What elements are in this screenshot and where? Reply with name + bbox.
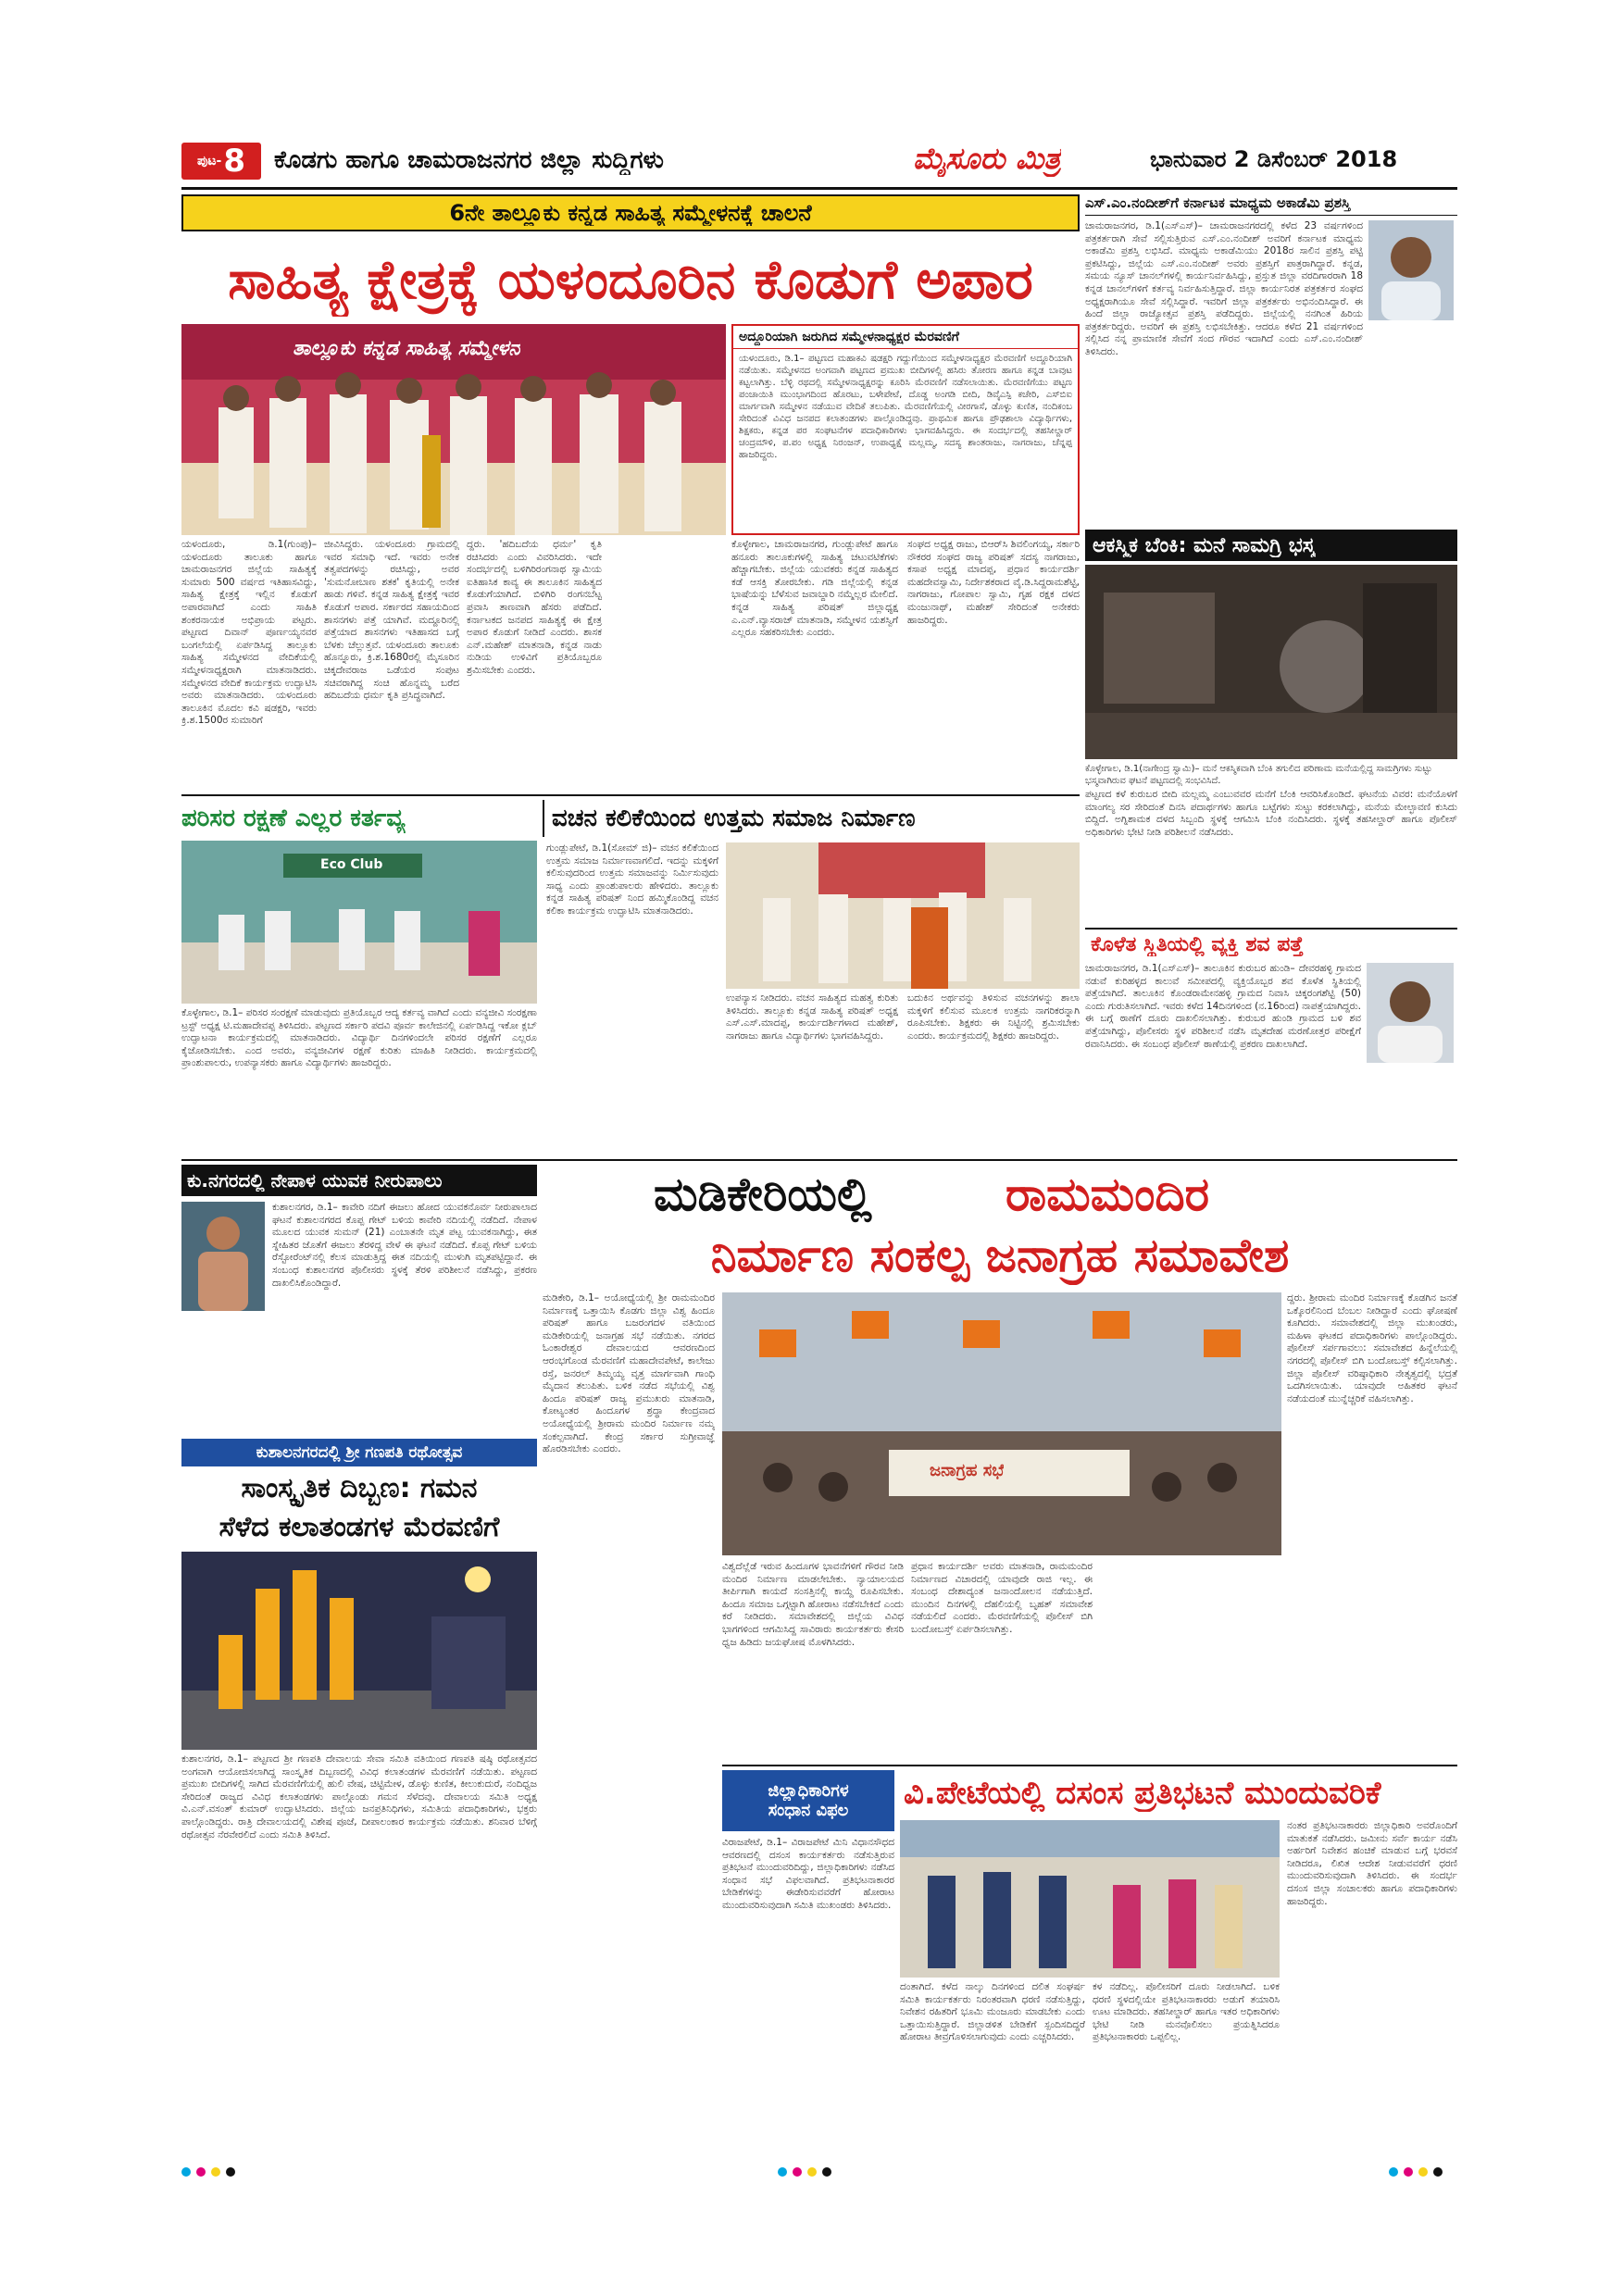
lead-body-col2: ಜೀವಿಸಿದ್ದರು. ಯಳಂದೂರು ಗ್ರಾಮದಲ್ಲಿ ಇವರ ಸಮಾಧಿ ಇದೆ. ಇವರು ಅನೇಕ ತತ್ವಪದಗಳನ್ನು ರಚಿಸಿದ್ದು, ಅವರ 'ಸುಮನೋಬಾಣ ಶತಕ' ಕೃತಿಯಲ್ಲಿ ಅನೇಕ ಹಾಡು ಗಳಿವೆ. ಕನ್ನಡ ಸಾಹಿತ್ಯ ಕ್ಷೇತ್ರಕ್ಕೆ ಇವರ ಕೊಡುಗೆ ಅಪಾರ. ಸರ್ಕಾರದ ಸಹಾಯದಿಂದ ಶಾಸನಗಳು ಪತ್ತೆ ಯಾಗಿವೆ. ಮದ್ದೂರಿನಲ್ಲಿ ಪತ್ತೆಯಾದ ಶಾಸನಗಳು ಇತಿಹಾಸದ ಬಗ್ಗೆ ಬೆಳಕು ಚೆಲ್ಲುತ್ತವೆ. ಯಳಂದೂರು ತಾಲೂಕು ಹೊನ್ನೂರು, ಕ್ರಿ.ಶ.1680ರಲ್ಲಿ ಮೈಸೂರಿನ ಚಿಕ್ಕದೇವರಾಜ ಒಡೆಯರ ಸಂಪುಟ ಸಚಿವರಾಗಿದ್ದ ಸಂಚಿ ಹೊನ್ನಮ್ಮ ಬರೆದ ಹದಿಬದೆಯ ಧರ್ಮ ಕೃತಿ ಪ್ರಸಿದ್ಧವಾಗಿದೆ. [324, 539, 459, 702]
body-found-portrait [1367, 963, 1454, 1063]
rally-headline-area [543, 1165, 1457, 1287]
protest-body2: ಕಳ ನಡೆದಿಲ್ಲ. ಪೊಲೀಸರಿಗೆ ದೂರು ನೀಡಲಾಗಿದೆ. ಬಳಿಕ ಧರಣಿ ಸ್ಥಳದಲ್ಲಿಯೇ ಪ್ರತಿಭಟನಾಕಾರರು ಅಡುಗೆ ತಯಾರಿಸಿ ಊಟ ಮಾಡಿದರು. ತಹಸೀಲ್ದಾರ್ ಹಾಗೂ ಇತರ ಅಧಿಕಾರಿಗಳು ಭೇಟಿ ನೀಡಿ ಮನವೊಲಿಸಲು ಪ್ರಯತ್ನಿಸಿದರೂ ಪ್ರತಿಭಟನಾಕಾರರು ಒಪ್ಪಲಿಲ್ಲ. [1093, 1981, 1280, 2043]
masthead [181, 139, 1457, 185]
vachana-headline: ವಚನ ಕಲಿಕೆಯಿಂದ ಉತ್ತಮ ಸಮಾಜ ನಿರ್ಮಾಣ [552, 804, 916, 832]
protest-body1: ದಂತಾಗಿದೆ. ಕಳೆದ ನಾಲ್ಕು ದಿನಗಳಿಂದ ದಲಿತ ಸಂಘರ್ಷ ಸಮಿತಿ ಕಾರ್ಯಕರ್ತರು ನಿರಂತರವಾಗಿ ಧರಣಿ ನಡೆಸುತ್ತಿದ್ದು, ನಿವೇಶನ ರಹಿತರಿಗೆ ಭೂಮಿ ಮಂಜೂರು ಮಾಡಬೇಕು ಎಂದು ಒತ್ತಾಯಿಸುತ್ತಿದ್ದಾರೆ. ಜಿಲ್ಲಾಡಳಿತ ಬೇಡಿಕೆಗೆ ಸ್ಪಂದಿಸದಿದ್ದರೆ ಹೋರಾಟ ತೀವ್ರಗೊಳಿಸಲಾಗುವುದು ಎಂದು ಎಚ್ಚರಿಸಿದರು. [900, 1981, 1085, 2043]
environment-headline: ಪರಿಸರ ರಕ್ಷಣೆ ಎಲ್ಲರ ಕರ್ತವ್ಯ [181, 804, 406, 832]
masthead-rule [181, 187, 1457, 190]
lead-headline: ಸಾಹಿತ್ಯ ಕ್ಷೇತ್ರಕ್ಕೆ ಯಳಂದೂರಿನ ಕೊಡುಗೆ ಅಪಾರ [228, 248, 1033, 311]
environment-photo [181, 841, 537, 1004]
rally-body4: ದ್ದರು. ಶ್ರೀರಾಮ ಮಂದಿರ ನಿರ್ಮಾಣಕ್ಕೆ ಕೊಡಗಿನ ಜನತೆ ಒಕ್ಕೊರಲಿನಿಂದ ಬೆಂಬಲ ನೀಡಿದ್ದಾರೆ ಎಂದು ಘೋಷಣೆ ಕೂಗಿದರು. ಸಮಾವೇಶದಲ್ಲಿ ಜಿಲ್ಲಾ ಮುಖಂಡರು, ಮಹಿಳಾ ಘಟಕದ ಪದಾಧಿಕಾರಿಗಳು ಪಾಲ್ಗೊಂಡಿದ್ದರು. ಪೊಲೀಸ್ ಸರ್ಪಗಾವಲು: ಸಮಾವೇಶದ ಹಿನ್ನೆಲೆಯಲ್ಲಿ ನಗರದಲ್ಲಿ ಪೊಲೀಸ್ ಬಿಗಿ ಬಂದೋಬಸ್ತ್ ಕಲ್ಪಿಸಲಾಗಿತ್ತು. ಜಿಲ್ಲಾ ಪೊಲೀಸ್ ವರಿಷ್ಠಾಧಿಕಾರಿ ನೇತೃತ್ವದಲ್ಲಿ ಭದ್ರತೆ ಒದಗಿಸಲಾಯಿತು. ಯಾವುದೇ ಅಹಿತಕರ ಘಟನೆ ನಡೆಯದಂತೆ ಮುನ್ನೆಚ್ಚರಿಕೆ ವಹಿಸಲಾಗಿತ್ತು. [1287, 1292, 1457, 1404]
body-found-headline-band [1085, 928, 1457, 959]
nepali-headline: ಕು.ನಗರದಲ್ಲಿ ನೇಪಾಳ ಯುವಕ ನೀರುಪಾಲು [187, 1169, 443, 1192]
paper-logo: ಮೈಸೂರು ಮಿತ್ರ [913, 141, 1061, 176]
fire-photo [1085, 565, 1457, 759]
award-portrait [1368, 220, 1454, 320]
environment-photo-banner: Eco Club [320, 857, 383, 872]
row4-rule [722, 1765, 1457, 1766]
fire-headline: ಆಕಸ್ಮಿಕ ಬೆಂಕಿ: ಮನೆ ಸಾಮಗ್ರಿ ಭಸ್ಮ [1093, 533, 1317, 557]
rally-headline-2: ನಿರ್ಮಾಣ ಸಂಕಲ್ಪ ಜನಾಗ್ರಹ ಸಮಾವೇಶ [710, 1229, 1290, 1282]
rally-photo-banner: ಜನಾಗ್ರಹ ಸಭೆ [930, 1461, 1005, 1480]
vachana-body1: ಗುಂಡ್ಲುಪೇಟೆ, ಡಿ.1(ಸೋಮ್ ಜಿ)– ವಚನ ಕಲಿಕೆಯಿಂದ ಉತ್ತಮ ಸಮಾಜ ನಿರ್ಮಾಣವಾಗಲಿದೆ. ಇದನ್ನು ಮಕ್ಕಳಿಗೆ ಕಲಿಸುವುದರಿಂದ ಉತ್ತಮ ಸಮಾಜವನ್ನು ನಿರ್ಮಿಸುವುದು ಸಾಧ್ಯ ಎಂದು ಪ್ರಾಂಶುಪಾಲರು ಹೇಳಿದರು. ತಾಲ್ಲೂಕು ಕನ್ನಡ ಸಾಹಿತ್ಯ ಪರಿಷತ್ ನಿಂದ ಹಮ್ಮಿಕೊಂಡಿದ್ದ ವಚನ ಕಲಿಕಾ ಕಾರ್ಯಕ್ರಮ ಉದ್ಘಾಟಿಸಿ ಮಾತನಾಡಿದರು. [546, 842, 718, 917]
lead-body-col1: ಯಳಂದೂರು, ಡಿ.1(ಗುಂಪು)– ಯಳಂದೂರು ತಾಲೂಕು ಹಾಗೂ ಚಾಮರಾಜನಗರ ಜಿಲ್ಲೆಯ ಸಾಹಿತ್ಯಕ್ಕೆ ಸುಮಾರು 500 ವರ್ಷದ ಇತಿಹಾಸವಿದ್ದು, ಸಾಹಿತ್ಯ ಕ್ಷೇತ್ರಕ್ಕೆ ಇಲ್ಲಿನ ಕೊಡುಗೆ ಅಪಾರವಾಗಿದೆ ಎಂದು ಸಾಹಿತಿ ಶಂಕರನಾಯಕ ಅಭಿಪ್ರಾಯ ಪಟ್ಟರು. ಪಟ್ಟಣದ ದಿವಾನ್ ಪೂರ್ಣಯ್ಯನವರ ಬಂಗಲೆಯಲ್ಲಿ ಏರ್ಪಡಿಸಿದ್ದ ತಾಲ್ಲೂಕು ಸಾಹಿತ್ಯ ಸಮ್ಮೇಳನದ ವೇದಿಕೆಯಲ್ಲಿ ಸಮ್ಮೇಳನಾಧ್ಯಕ್ಷರಾಗಿ ಮಾತನಾಡಿದರು. ಸಮ್ಮೇಳನದ ವೇದಿಕೆ ಕಾರ್ಯಕ್ರಮ ಉದ್ಘಾಟಿಸಿ ಅವರು ಮಾತನಾಡಿದರು. ಯಳಂದೂರು ತಾಲೂಕಿನ ಮೊದಲ ಕವಿ ಷಡಕ್ಷರಿ, ಇವರು ಕ್ರಿ.ಶ.1500ರ ಸುಮಾರಿಗೆ [181, 539, 317, 727]
page-number-box [181, 143, 261, 180]
section-title: ಕೊಡಗು ಹಾಗೂ ಚಾಮರಾಜನಗರ ಜಿಲ್ಲಾ ಸುದ್ದಿಗಳು [274, 146, 664, 174]
award-body: ಚಾಮರಾಜನಗರ, ಡಿ.1(ಎಸ್‌ಎಸ್)– ಚಾಮರಾಜನಗರದಲ್ಲಿ ಕಳೆದ 23 ವರ್ಷಗಳಿಂದ ಪತ್ರಕರ್ತರಾಗಿ ಸೇವೆ ಸಲ್ಲಿಸುತ್ತಿರುವ ಎಸ್.ಎಂ.ನಂದೀಶ್ ಅವರಿಗೆ ಕರ್ನಾಟಕ ಮಾಧ್ಯಮ ಅಕಾಡೆಮಿ ಪ್ರಶಸ್ತಿ ಲಭಿಸಿದೆ. ಮಾಧ್ಯಮ ಅಕಾಡೆಮಿಯು 2018ರ ಸಾಲಿನ ಪ್ರಶಸ್ತಿ ಪಟ್ಟಿ ಪ್ರಕಟಿಸಿದ್ದು, ಜಿಲ್ಲೆಯ ಎಸ್.ಎಂ.ನಂದೀಶ್ ಅವರು ಪ್ರಶಸ್ತಿಗೆ ಪಾತ್ರರಾಗಿದ್ದಾರೆ. ಕನ್ನಡ, ಸಮಯ ನ್ಯೂಸ್ ಚಾನಲ್‌ಗಳಲ್ಲಿ ಕಾರ್ಯನಿರ್ವಹಿಸಿದ್ದು, ಪ್ರಸ್ತುತ ಜಿಲ್ಲಾ ವರದಿಗಾರರಾಗಿ 18 ಕನ್ನಡ ಚಾನಲ್‌ಗಳಿಗೆ ಕರ್ತವ್ಯ ನಿರ್ವಹಿಸುತ್ತಿದ್ದಾರೆ. ಜಿಲ್ಲಾ ಕಾರ್ಯನಿರತ ಪತ್ರಕರ್ತರ ಸಂಘದ ಅಧ್ಯಕ್ಷರಾಗಿಯೂ ಸೇವೆ ಸಲ್ಲಿಸಿದ್ದಾರೆ. ಇವರಿಗೆ ಜಿಲ್ಲಾ ಪತ್ರಕರ್ತರು ಅಭಿನಂದಿಸಿದ್ದಾರೆ. ಈ ಹಿಂದೆ ಜಿಲ್ಲಾ ರಾಜ್ಯೋತ್ಸವ ಪ್ರಶಸ್ತಿ ಪಡೆದಿದ್ದರು. ಜಿಲ್ಲೆಯಲ್ಲಿ ನನಗಿಂತ ಹಿರಿಯ ಪತ್ರಕರ್ತರಿದ್ದರು. ಅವರಿಗೆ ಈ ಪ್ರಶಸ್ತಿ ಲಭಿಸಬೇಕಿತ್ತು. ಆದರೂ ಕಳೆದ 21 ವರ್ಷಗಳಿಂದ ಸಲ್ಲಿಸಿದ ನನ್ನ ಪ್ರಾಮಾಣಿಕ ಸೇವೆಗೆ ಸಂದ ಗೌರವ ಇದಾಗಿದೆ ಎಂದು ಎಸ್.ಎಂ.ನಂದೀಶ್ ತಿಳಿಸಿದರು. [1085, 220, 1363, 357]
protest-body3: ನಂತರ ಪ್ರತಿಭಟನಾಕಾರರು ಜಿಲ್ಲಾಧಿಕಾರಿ ಅವರೊಂದಿಗೆ ಮಾತುಕತೆ ನಡೆಸಿದರು. ಜಮೀನು ಸರ್ವೆ ಕಾರ್ಯ ನಡೆಸಿ ಅರ್ಹರಿಗೆ ನಿವೇಶನ ಹಂಚಿಕೆ ಮಾಡುವ ಬಗ್ಗೆ ಭರವಸೆ ನೀಡಿದರೂ, ಲಿಖಿತ ಆದೇಶ ನೀಡುವವರೆಗೆ ಧರಣಿ ಮುಂದುವರಿಸುವುದಾಗಿ ತಿಳಿಸಿದರು. ಈ ಸಂದರ್ಭ ದಸಂಸ ಜಿಲ್ಲಾ ಸಂಚಾಲಕರು ಹಾಗೂ ಪದಾಧಿಕಾರಿಗಳು ಹಾಜರಿದ್ದರು. [1287, 1820, 1457, 1907]
award-story [1085, 194, 1457, 528]
ganapathi-photo [181, 1552, 537, 1750]
fire-body: ಪಟ್ಟಣದ ಕಳೆ ಕುರುಬರ ಬೀದಿ ಮಲ್ಲಮ್ಮ ಎಂಬುವವರ ಮನೆಗೆ ಬೆಂಕಿ ಆವರಿಸಿಕೊಂಡಿದೆ. ಘಟನೆಯ ವಿವರ: ಮನೆಯೊಳಗೆ ಮಾಂಗಲ್ಯ ಸರ ಸೇರಿದಂತೆ ದಿನಸಿ ಪದಾರ್ಥಗಳು ಹಾಗೂ ಬಟ್ಟೆಗಳು ಸುಟ್ಟು ಕರಕಲಾಗಿದ್ದು, ಮನೆಯ ಮೇಲ್ಛಾವಣಿ ಕುಸಿದು ಬಿದ್ದಿದೆ. ಅಗ್ನಿಶಾಮಕ ದಳದ ಸಿಬ್ಬಂದಿ ಸ್ಥಳಕ್ಕೆ ಆಗಮಿಸಿ ಬೆಂಕಿ ನಂದಿಸಿದರು. ಸ್ಥಳಕ್ಕೆ ತಹಸೀಲ್ದಾರ್ ಹಾಗೂ ಪೊಲೀಸ್ ಅಧಿಕಾರಿಗಳು ಭೇಟಿ ನೀಡಿ ಪರಿಶೀಲನೆ ನಡೆಸಿದರು. [1085, 789, 1457, 838]
vachana-photo [726, 842, 1080, 989]
ganapathi-kicker: ಕುಶಾಲನಗರದಲ್ಲಿ ಶ್ರೀ ಗಣಪತಿ ರಥೋತ್ಸವ [256, 1443, 463, 1462]
lead-photo-banner: ತಾಲ್ಲೂಕು ಕನ್ನಡ ಸಾಹಿತ್ಯ ಸಮ್ಮೇಳನ [293, 337, 520, 360]
rally-headline-1: ಮಡಿಕೇರಿಯಲ್ಲಿ [654, 1167, 872, 1221]
issue-date: ಭಾನುವಾರ 2 ಡಿಸೆಂಬರ್ 2018 [1150, 146, 1398, 172]
page-prefix: ಪುಟ- [196, 154, 222, 168]
rally-body4b [1100, 1561, 1281, 1759]
lead-body-col3: ದ್ದರು. 'ಹದಿಬದೆಯ ಧರ್ಮ' ಕೃತಿ ರಚಿಸಿದರು ಎಂದು ವಿವರಿಸಿದರು. ಇದೇ ಸಂದರ್ಭದಲ್ಲಿ ಬಳಿಗಿರಿರಂಗನಾಥ ಸ್ವಾಮಿಯ ಐತಿಹಾಸಿಕ ಕಾವ್ಯ ಈ ತಾಲೂಕಿನ ಸಾಹಿತ್ಯದ ಕೊಡುಗೆಯಾಗಿದೆ. ಬಿಳಿಗಿರಿ ರಂಗನಬೆಟ್ಟ ಪ್ರವಾಸಿ ತಾಣವಾಗಿ ಹೆಸರು ಪಡೆದಿದೆ. ಕರ್ನಾಟಕದ ಜನಪದ ಸಾಹಿತ್ಯಕ್ಕೆ ಈ ಕ್ಷೇತ್ರ ಅಪಾರ ಕೊಡುಗೆ ನೀಡಿದೆ ಎಂದರು. ಶಾಸಕ ಎನ್.ಮಹೇಶ್ ಮಾತನಾಡಿ, ಕನ್ನಡ ನಾಡು ನುಡಿಯ ಉಳಿವಿಗೆ ಪ್ರತಿಯೊಬ್ಬರೂ ಶ್ರಮಿಸಬೇಕು ಎಂದರು. [467, 539, 602, 676]
protest-headline-band [900, 1770, 1457, 1816]
ganapathi-kicker-band [181, 1439, 537, 1466]
registration-marks-center [778, 2163, 837, 2180]
rally-headline-1b: ರಾಮಮಂದಿರ [1006, 1167, 1210, 1221]
fire-caption: ಕೊಳ್ಳೇಗಾಲ, ಡಿ.1(ನಾಗೇಂದ್ರ ಸ್ವಾಮಿ)– ಮನೆ ಆಕಸ್ಮಿಕವಾಗಿ ಬೆಂಕಿ ತಗುಲಿದ ಪರಿಣಾಮ ಮನೆಯಲ್ಲಿದ್ದ ಸಾಮಗ್ರಿಗಳು ಸುಟ್ಟು ಭಸ್ಮವಾಗಿರುವ ಘಟನೆ ಪಟ್ಟಣದಲ್ಲಿ ಸಂಭವಿಸಿದೆ. [1085, 764, 1432, 786]
ganapathi-headline-1: ಸಾಂಸ್ಕೃತಿಕ ದಿಬ್ಬಣ: ಗಮನ [241, 1472, 478, 1504]
lead-photo [181, 324, 726, 535]
procession-box [731, 324, 1080, 535]
vachana-body3: ಬದುಕಿನ ಅರ್ಥವನ್ನು ತಿಳಿಸುವ ವಚನಗಳನ್ನು ಶಾಲಾ ಮಕ್ಕಳಿಗೆ ಕಲಿಸುವ ಮೂಲಕ ಉತ್ತಮ ನಾಗರಿಕರನ್ನಾಗಿ ರೂಪಿಸಬೇಕು. ಶಿಕ್ಷಕರು ಈ ನಿಟ್ಟಿನಲ್ಲಿ ಶ್ರಮಿಸಬೇಕು ಎಂದರು. ಕಾರ್ಯಕ್ರಮದಲ್ಲಿ ಶಿಕ್ಷಕರು ಹಾಜರಿದ್ದರು. [907, 992, 1080, 1042]
award-headline: ಎಸ್.ಎಂ.ನಂದೀಶ್‌ಗೆ ಕರ್ನಾಟಕ ಮಾಧ್ಯಮ ಅಕಾಡೆಮಿ ಪ್ರಶಸ್ತಿ [1085, 194, 1457, 216]
dc-talks-headline-1: ಜಿಲ್ಲಾಧಿಕಾರಿಗಳ [768, 1781, 849, 1801]
dc-talks-box [722, 1770, 894, 1831]
lead-kicker: 6ನೇ ತಾಲ್ಲೂಕು ಕನ್ನಡ ಸಾಹಿತ್ಯ ಸಮ್ಮೇಳನಕ್ಕೆ ಚಾಲನೆ [449, 200, 812, 226]
environment-headline-band [181, 800, 533, 837]
lead-body-col5: ಸಂಘದ ಅಧ್ಯಕ್ಷ ರಾಜು, ಬಿಆರ್‌ಸಿ ಶಿವಲಿಂಗಯ್ಯ, ಸರ್ಕಾರಿ ನೌಕರರ ಸಂಘದ ರಾಜ್ಯ ಪರಿಷತ್ ಸದಸ್ಯ ನಾಗರಾಜು, ಕಸಾಪ ಅಧ್ಯಕ್ಷ ಮಾದಪ್ಪ, ಪ್ರಧಾನ ಕಾರ್ಯದರ್ಶಿ ಮಹದೇವಸ್ವಾಮಿ, ನಿರ್ದೇಶಕರಾದ ವೈ.ಡಿ.ಸಿದ್ದರಾಮಶೆಟ್ಟಿ, ನಾಗರಾಜು, ಗೋಪಾಲ ಸ್ವಾಮಿ, ಗೃಹ ರಕ್ಷಕ ದಳದ ಮಂಜುನಾಥ್, ಮಹೇಶ್ ಸೇರಿದಂತೆ ಅನೇಕರು ಹಾಜರಿದ್ದರು. [907, 539, 1080, 626]
vachana-headline-band [543, 800, 1080, 837]
rally-body3: ಪ್ರಧಾನ ಕಾರ್ಯದರ್ಶಿ ಅವರು ಮಾತನಾಡಿ, ರಾಮಮಂದಿರ ನಿರ್ಮಾಣದ ವಿಚಾರದಲ್ಲಿ ಯಾವುದೇ ರಾಜಿ ಇಲ್ಲ. ಈ ಸಂಬಂಧ ದೇಶಾದ್ಯಂತ ಜನಾಂದೋಲನ ನಡೆಯುತ್ತಿದೆ. ಮುಂದಿನ ದಿನಗಳಲ್ಲಿ ದೆಹಲಿಯಲ್ಲಿ ಬೃಹತ್ ಸಮಾವೇಶ ನಡೆಯಲಿದೆ ಎಂದರು. ಮೆರವಣಿಗೆಯಲ್ಲಿ ಪೊಲೀಸ್ ಬಿಗಿ ಬಂದೋಬಸ್ತ್ ಏರ್ಪಡಿಸಲಾಗಿತ್ತು. [911, 1561, 1093, 1635]
ganapathi-body: ಕುಶಾಲನಗರ, ಡಿ.1– ಪಟ್ಟಣದ ಶ್ರೀ ಗಣಪತಿ ದೇವಾಲಯ ಸೇವಾ ಸಮಿತಿ ವತಿಯಿಂದ ಗಣಪತಿ ಷಷ್ಠಿ ರಥೋತ್ಸವದ ಅಂಗವಾಗಿ ಆಯೋಜಿಸಲಾಗಿದ್ದ ಸಾಂಸ್ಕೃತಿಕ ದಿಬ್ಬಣದಲ್ಲಿ ವಿವಿಧ ಕಲಾತಂಡಗಳ ಮೆರವಣಿಗೆ ನಡೆಯಿತು. ಪಟ್ಟಣದ ಪ್ರಮುಖ ಬೀದಿಗಳಲ್ಲಿ ಸಾಗಿದ ಮೆರವಣಿಗೆಯಲ್ಲಿ ಹುಲಿ ವೇಷ, ಚಿಟ್ಟಿಮೇಳ, ಡೊಳ್ಳು ಕುಣಿತ, ಕೀಲುಕುದುರೆ, ನಂದಿಧ್ವಜ ಸೇರಿದಂತೆ ರಾಜ್ಯದ ವಿವಿಧ ಕಲಾತಂಡಗಳು ಪಾಲ್ಗೊಂಡು ಗಮನ ಸೆಳೆದವು. ದೇವಾಲಯ ಸಮಿತಿ ಅಧ್ಯಕ್ಷ ವಿ.ಎನ್.ವಸಂತ್ ಕುಮಾರ್ ಉದ್ಘಾಟಿಸಿದರು. ಜಿಲ್ಲೆಯ ಜನಪ್ರತಿನಿಧಿಗಳು, ಸಮಿತಿಯ ಪದಾಧಿಕಾರಿಗಳು, ಭಕ್ತರು ಪಾಲ್ಗೊಂಡಿದ್ದರು. ರಾತ್ರಿ ದೇವಾಲಯದಲ್ಲಿ ವಿಶೇಷ ಪೂಜೆ, ದೀಪಾಲಂಕಾರ ಕಾರ್ಯಕ್ರಮ ನಡೆಯಿತು. ಶನಿವಾರ ಬೆಳಿಗ್ಗೆ ರಥೋತ್ಸವ ನೆರವೇರಲಿದೆ ಎಂದು ಸಮಿತಿ ತಿಳಿಸಿದೆ. [181, 1753, 537, 1841]
nepali-headline-band [181, 1165, 537, 1196]
vachana-body2: ಉಪನ್ಯಾಸ ನೀಡಿದರು. ವಚನ ಸಾಹಿತ್ಯದ ಮಹತ್ವ ಕುರಿತು ತಿಳಿಸಿದರು. ತಾಲ್ಲೂಕು ಕನ್ನಡ ಸಾಹಿತ್ಯ ಪರಿಷತ್ ಅಧ್ಯಕ್ಷ ಎಸ್.ಎಸ್.ಮಾದಪ್ಪ, ಕಾರ್ಯದರ್ಶಿಗಳಾದ ಮಹೇಶ್, ನಾಗರಾಜು ಹಾಗೂ ವಿದ್ಯಾರ್ಥಿಗಳು ಭಾಗವಹಿಸಿದ್ದರು. [726, 992, 898, 1042]
rally-body1: ಮಡಿಕೇರಿ, ಡಿ.1– ಅಯೋಧ್ಯೆಯಲ್ಲಿ ಶ್ರೀ ರಾಮಮಂದಿರ ನಿರ್ಮಾಣಕ್ಕೆ ಒತ್ತಾಯಿಸಿ ಕೊಡಗು ಜಿಲ್ಲಾ ವಿಶ್ವ ಹಿಂದೂ ಪರಿಷತ್ ಹಾಗೂ ಬಜರಂಗದಳ ವತಿಯಿಂದ ಮಡಿಕೇರಿಯಲ್ಲಿ ಜನಾಗ್ರಹ ಸಭೆ ನಡೆಯಿತು. ನಗರದ ಓಂಕಾರೇಶ್ವರ ದೇವಾಲಯದ ಆವರಣದಿಂದ ಆರಂಭಗೊಂಡ ಮೆರವಣಿಗೆ ಮಹಾದೇವಪೇಟೆ, ಕಾಲೇಜು ರಸ್ತೆ, ಜನರಲ್ ತಿಮ್ಮಯ್ಯ ವೃತ್ತ ಮಾರ್ಗವಾಗಿ ಗಾಂಧಿ ಮೈದಾನ ತಲುಪಿತು. ಬಳಿಕ ನಡೆದ ಸಭೆಯಲ್ಲಿ ವಿಶ್ವ ಹಿಂದೂ ಪರಿಷತ್ ರಾಜ್ಯ ಪ್ರಮುಖರು ಮಾತನಾಡಿ, ಕೋಟ್ಯಂತರ ಹಿಂದೂಗಳ ಶ್ರದ್ಧಾ ಕೇಂದ್ರವಾದ ಅಯೋಧ್ಯೆಯಲ್ಲಿ ಶ್ರೀರಾಮ ಮಂದಿರ ನಿರ್ಮಾಣ ನಮ್ಮ ಸಂಕಲ್ಪವಾಗಿದೆ. ಕೇಂದ್ರ ಸರ್ಕಾರ ಸುಗ್ರೀವಾಜ್ಞೆ ಹೊರಡಿಸಬೇಕು ಎಂದರು. [543, 1292, 715, 1455]
protest-headline: ವಿ.ಪೇಟೆಯಲ್ಲಿ ದಸಂಸ ಪ್ರತಿಭಟನೆ ಮುಂದುವರಿಕೆ [904, 1775, 1381, 1812]
dc-talks-body: ವಿರಾಜಪೇಟೆ, ಡಿ.1– ವಿರಾಜಪೇಟೆ ಮಿನಿ ವಿಧಾನಸೌಧದ ಆವರಣದಲ್ಲಿ ದಸಂಸ ಕಾರ್ಯಕರ್ತರು ನಡೆಸುತ್ತಿರುವ ಪ್ರತಿಭಟನೆ ಮುಂದುವರಿದಿದ್ದು, ಜಿಲ್ಲಾಧಿಕಾರಿಗಳು ನಡೆಸಿದ ಸಂಧಾನ ಸಭೆ ವಿಫಲವಾಗಿದೆ. ಪ್ರತಿಭಟನಾಕಾರರ ಬೇಡಿಕೆಗಳನ್ನು ಈಡೇರಿಸುವವರೆಗೆ ಹೋರಾಟ ಮುಂದುವರಿಸುವುದಾಗಿ ಸಮಿತಿ ಮುಖಂಡರು ತಿಳಿಸಿದರು. [722, 1837, 894, 1911]
ganapathi-headline-2: ಸೆಳೆದ ಕಲಾತಂಡಗಳ ಮೆರವಣಿಗೆ [219, 1511, 500, 1543]
lead-body-col4: ಕೊಳ್ಳೇಗಾಲ, ಚಾಮರಾಜನಗರ, ಗುಂಡ್ಲುಪೇಟೆ ಹಾಗೂ ಹನೂರು ತಾಲೂಕುಗಳಲ್ಲಿ ಸಾಹಿತ್ಯ ಚಟುವಟಿಕೆಗಳು ಹೆಚ್ಚಾಗಬೇಕು. ಜಿಲ್ಲೆಯ ಯುವಕರು ಕನ್ನಡ ಸಾಹಿತ್ಯದ ಕಡೆ ಆಸಕ್ತಿ ತೋರಬೇಕು. ಗಡಿ ಜಿಲ್ಲೆಯಲ್ಲಿ ಕನ್ನಡ ಭಾಷೆಯನ್ನು ಬೆಳೆಸುವ ಜವಾಬ್ದಾರಿ ನಮ್ಮೆಲ್ಲರ ಮೇಲಿದೆ. ಕನ್ನಡ ಸಾಹಿತ್ಯ ಪರಿಷತ್ ಜಿಲ್ಲಾಧ್ಯಕ್ಷ ಎ.ಎನ್.ವ್ಯಾಸರಾಜ್ ಮಾತನಾಡಿ, ಸಮ್ಮೇಳನ ಯಶಸ್ವಿಗೆ ಎಲ್ಲರೂ ಸಹಕರಿಸಬೇಕು ಎಂದರು. [731, 539, 898, 639]
page-number: 8 [223, 143, 246, 180]
rally-photo [722, 1292, 1281, 1555]
procession-headline: ಅದ್ದೂರಿಯಾಗಿ ಜರುಗಿದ ಸಮ್ಮೇಳನಾಧ್ಯಕ್ಷರ ಮೆರವಣಿಗೆ [733, 326, 1078, 349]
row3-rule [181, 1159, 1457, 1161]
procession-body: ಯಳಂದೂರು, ಡಿ.1– ಪಟ್ಟಣದ ಮಹಾಕವಿ ಷಡಕ್ಷರಿ ಗದ್ದುಗೆಯಿಂದ ಸಮ್ಮೇಳನಾಧ್ಯಕ್ಷರ ಮೆರವಣಿಗೆ ಅದ್ದೂರಿಯಾಗಿ ನಡೆಯಿತು. ಸಮ್ಮೇಳನದ ಅಂಗವಾಗಿ ಪಟ್ಟಣದ ಪ್ರಮುಖ ಬೀದಿಗಳಲ್ಲಿ ಹಸಿರು ತೋರಣ ಹಾಗೂ ಕನ್ನಡ ಬಾವುಟ ಕಟ್ಟಲಾಗಿತ್ತು. ಬೆಳ್ಳಿ ರಥದಲ್ಲಿ ಸಮ್ಮೇಳನಾಧ್ಯಕ್ಷರನ್ನು ಕೂರಿಸಿ ಮೆರವಣಿಗೆ ನಡೆಸಲಾಯಿತು. ಮೆರವಣಿಗೆಯು ಪಟ್ಟಣ ಪಂಚಾಯಿತಿ ಮುಂಭಾಗದಿಂದ ಹೊರಟು, ಬಳೇಪೇಟೆ, ದೊಡ್ಡ ಅಂಗಡಿ ಬೀದಿ, ಡಿವೈಎಸ್ಪಿ ಕಚೇರಿ, ಎಸ್‌ಬಿಐ ಮಾರ್ಗವಾಗಿ ಸಮ್ಮೇಳನ ನಡೆಯುವ ವೇದಿಕೆ ತಲುಪಿತು. ಮೆರವಣಿಗೆಯಲ್ಲಿ ವೀರಗಾಸೆ, ಡೊಳ್ಳು ಕುಣಿತ, ನಂದಿಕಂಬ ಸೇರಿದಂತೆ ವಿವಿಧ ಜನಪದ ಕಲಾತಂಡಗಳು ಪಾಲ್ಗೊಂಡಿದ್ದವು. ಪ್ರಾಥಮಿಕ ಹಾಗೂ ಪ್ರೌಢಶಾಲಾ ವಿದ್ಯಾರ್ಥಿಗಳು, ಶಿಕ್ಷಕರು, ಕನ್ನಡ ಪರ ಸಂಘಟನೆಗಳ ಪದಾಧಿಕಾರಿಗಳು ಭಾಗವಹಿಸಿದ್ದರು. ಈ ಸಂದರ್ಭದಲ್ಲಿ ತಹಸೀಲ್ದಾರ್ ಚಂದ್ರಮೌಳಿ, ಪ.ಪಂ ಅಧ್ಯಕ್ಷ ನಿರಂಜನ್, ಉಪಾಧ್ಯಕ್ಷೆ ಮಲ್ಲಮ್ಮ, ಸದಸ್ಯ ಶಾಂತರಾಜು, ನಾಗರಾಜು, ಚೆನ್ನಪ್ಪ ಹಾಜರಿದ್ದರು. [739, 354, 1072, 460]
dc-talks-headline-2: ಸಂಧಾನ ವಿಫಲ [768, 1801, 849, 1820]
environment-body: ಕೊಳ್ಳೇಗಾಲ, ಡಿ.1– ಪರಿಸರ ಸಂರಕ್ಷಣೆ ಮಾಡುವುದು ಪ್ರತಿಯೊಬ್ಬರ ಆದ್ಯ ಕರ್ತವ್ಯ ವಾಗಿದೆ ಎಂದು ವನ್ಯಜೀವಿ ಸಂರಕ್ಷಣಾ ಟ್ರಸ್ಟ್ ಅಧ್ಯಕ್ಷ ಟಿ.ಮಹಾದೇವಪ್ಪ ತಿಳಿಸಿದರು. ಪಟ್ಟಣದ ಸರ್ಕಾರಿ ಪದವಿ ಪೂರ್ವ ಕಾಲೇಜಿನಲ್ಲಿ ಏರ್ಪಡಿಸಿದ್ದ ಇಕೋ ಕ್ಲಬ್ ಉದ್ಘಾಟನಾ ಕಾರ್ಯಕ್ರಮದಲ್ಲಿ ಮಾತನಾಡಿದರು. ವಿದ್ಯಾರ್ಥಿ ದಿನಗಳಿಂದಲೇ ಪರಿಸರ ರಕ್ಷಣೆಗೆ ಎಲ್ಲರೂ ಕೈಜೋಡಿಸಬೇಕು. ಎಂದ ಅವರು, ವನ್ಯಜೀವಿಗಳ ರಕ್ಷಣೆ ಕುರಿತು ಮಾಹಿತಿ ನೀಡಿದರು. ಕಾರ್ಯಕ್ರಮದಲ್ಲಿ ಪ್ರಾಂಶುಪಾಲರು, ಉಪನ್ಯಾಸಕರು ಹಾಗೂ ವಿದ್ಯಾರ್ಥಿಗಳು ಹಾಜರಿದ್ದರು. [181, 1007, 537, 1069]
lead-kicker-band [181, 194, 1080, 231]
fire-headline-band [1085, 530, 1457, 561]
nepali-photo [181, 1202, 265, 1311]
registration-marks-right [1389, 2163, 1448, 2180]
body-found-body: ಚಾಮರಾಜನಗರ, ಡಿ.1(ಎಸ್‌ಎಸ್)– ತಾಲೂಕಿನ ಕುರುಬರ ಹುಂಡಿ– ದೇವರಹಳ್ಳಿ ಗ್ರಾಮದ ನಡುವೆ ಕುರಿಹಳ್ಳದ ಕಾಲುವೆ ಸಮೀಪದಲ್ಲಿ ವ್ಯಕ್ತಿಯೊಬ್ಬರ ಶವ ಕೊಳೆತ ಸ್ಥಿತಿಯಲ್ಲಿ ಪತ್ತೆಯಾಗಿದೆ. ತಾಲೂಕಿನ ಕೊಂಡರಾಮೇನಹಳ್ಳಿ ಗ್ರಾಮದ ನಿವಾಸಿ ಚಿಕ್ಕರಂಗಶೆಟ್ಟಿ (50) ಎಂದು ಗುರುತಿಸಲಾಗಿದೆ. ಇವರು ಕಳೆದ 14ದಿನಗಳಿಂದ (ನ.16ರಿಂದ) ನಾಪತ್ತೆಯಾಗಿದ್ದರು. ಈ ಬಗ್ಗೆ ಠಾಣೆಗೆ ದೂರು ದಾಖಲಿಸಲಾಗಿತ್ತು. ಕುರುಬರ ಹುಂಡಿ ಗ್ರಾಮದ ಬಳಿ ಶವ ಪತ್ತೆಯಾಗಿದ್ದು, ಪೊಲೀಸರು ಸ್ಥಳ ಪರಿಶೀಲನೆ ನಡೆಸಿ ಮೃತದೇಹ ಮರಣೋತ್ತರ ಪರೀಕ್ಷೆಗೆ ರವಾನಿಸಿದರು. ಈ ಸಂಬಂಧ ಪೊಲೀಸ್ ಠಾಣೆಯಲ್ಲಿ ಪ್ರಕರಣ ದಾಖಲಾಗಿದೆ. [1085, 963, 1361, 1050]
nepali-body: ಕುಶಾಲನಗರ, ಡಿ.1– ಕಾವೇರಿ ನದಿಗೆ ಈಜಲು ಹೋದ ಯುವಕನೊರ್ವ ನೀರುಪಾಲಾದ ಘಟನೆ ಕುಶಾಲನಗರದ ಕೊಪ್ಪ ಗೇಟ್ ಬಳಿಯ ಕಾವೇರಿ ನದಿಯಲ್ಲಿ ನಡೆದಿದೆ. ನೇಪಾಳ ಮೂಲದ ಯುವಕ ಸುಮನ್ (21) ಎಂಬಾತನೇ ಮೃತ ಪಟ್ಟ ಯುವಕನಾಗಿದ್ದು, ಈತ ಸ್ನೇಹಿತರ ಜೊತೆಗೆ ಈಜಲು ತೆರಳಿದ್ದ ವೇಳೆ ಈ ಘಟನೆ ನಡೆದಿದೆ. ಕೊಪ್ಪ ಗೇಟ್ ಬಳಿಯ ರೆಸ್ಟೋರೆಂಟ್‌ನಲ್ಲಿ ಕೆಲಸ ಮಾಡುತ್ತಿದ್ದ ಈತ ನದಿಯಲ್ಲಿ ಮುಳುಗಿ ಮೃತಪಟ್ಟಿದ್ದಾನೆ. ಈ ಸಂಬಂಧ ಕುಶಾಲನಗರ ಪೊಲೀಸರು ಸ್ಥಳಕ್ಕೆ ತೆರಳಿ ಪರಿಶೀಲನೆ ನಡೆಸಿದ್ದು, ಪ್ರಕರಣ ದಾಖಲಿಸಿಕೊಂಡಿದ್ದಾರೆ. [272, 1202, 537, 1289]
row2-rule [181, 794, 1080, 796]
body-found-headline: ಕೊಳೆತ ಸ್ಥಿತಿಯಲ್ಲಿ ವ್ಯಕ್ತಿ ಶವ ಪತ್ತೆ [1091, 932, 1304, 956]
registration-marks-left [181, 2163, 241, 2180]
rally-lower-col [543, 1652, 715, 2142]
protest-photo [900, 1820, 1280, 1978]
rally-body2: ವಿಶ್ವದೆಲ್ಲೆಡೆ ಇರುವ ಹಿಂದೂಗಳ ಭಾವನೆಗಳಿಗೆ ಗೌರವ ನೀಡಿ ಮಂದಿರ ನಿರ್ಮಾಣ ಮಾಡಲೇಬೇಕು. ನ್ಯಾಯಾಲಯದ ತೀರ್ಪಿಗಾಗಿ ಕಾಯದೆ ಸಂಸತ್ತಿನಲ್ಲಿ ಕಾಯ್ದೆ ರೂಪಿಸಬೇಕು. ಹಿಂದೂ ಸಮಾಜ ಒಗ್ಗಟ್ಟಾಗಿ ಹೋರಾಟ ನಡೆಸಬೇಕಿದೆ ಎಂದು ಕರೆ ನೀಡಿದರು. ಸಮಾವೇಶದಲ್ಲಿ ಜಿಲ್ಲೆಯ ವಿವಿಧ ಭಾಗಗಳಿಂದ ಆಗಮಿಸಿದ್ದ ಸಾವಿರಾರು ಕಾರ್ಯಕರ್ತರು ಕೇಸರಿ ಧ್ವಜ ಹಿಡಿದು ಜಯಘೋಷ ಮೊಳಗಿಸಿದರು. [722, 1561, 904, 1648]
